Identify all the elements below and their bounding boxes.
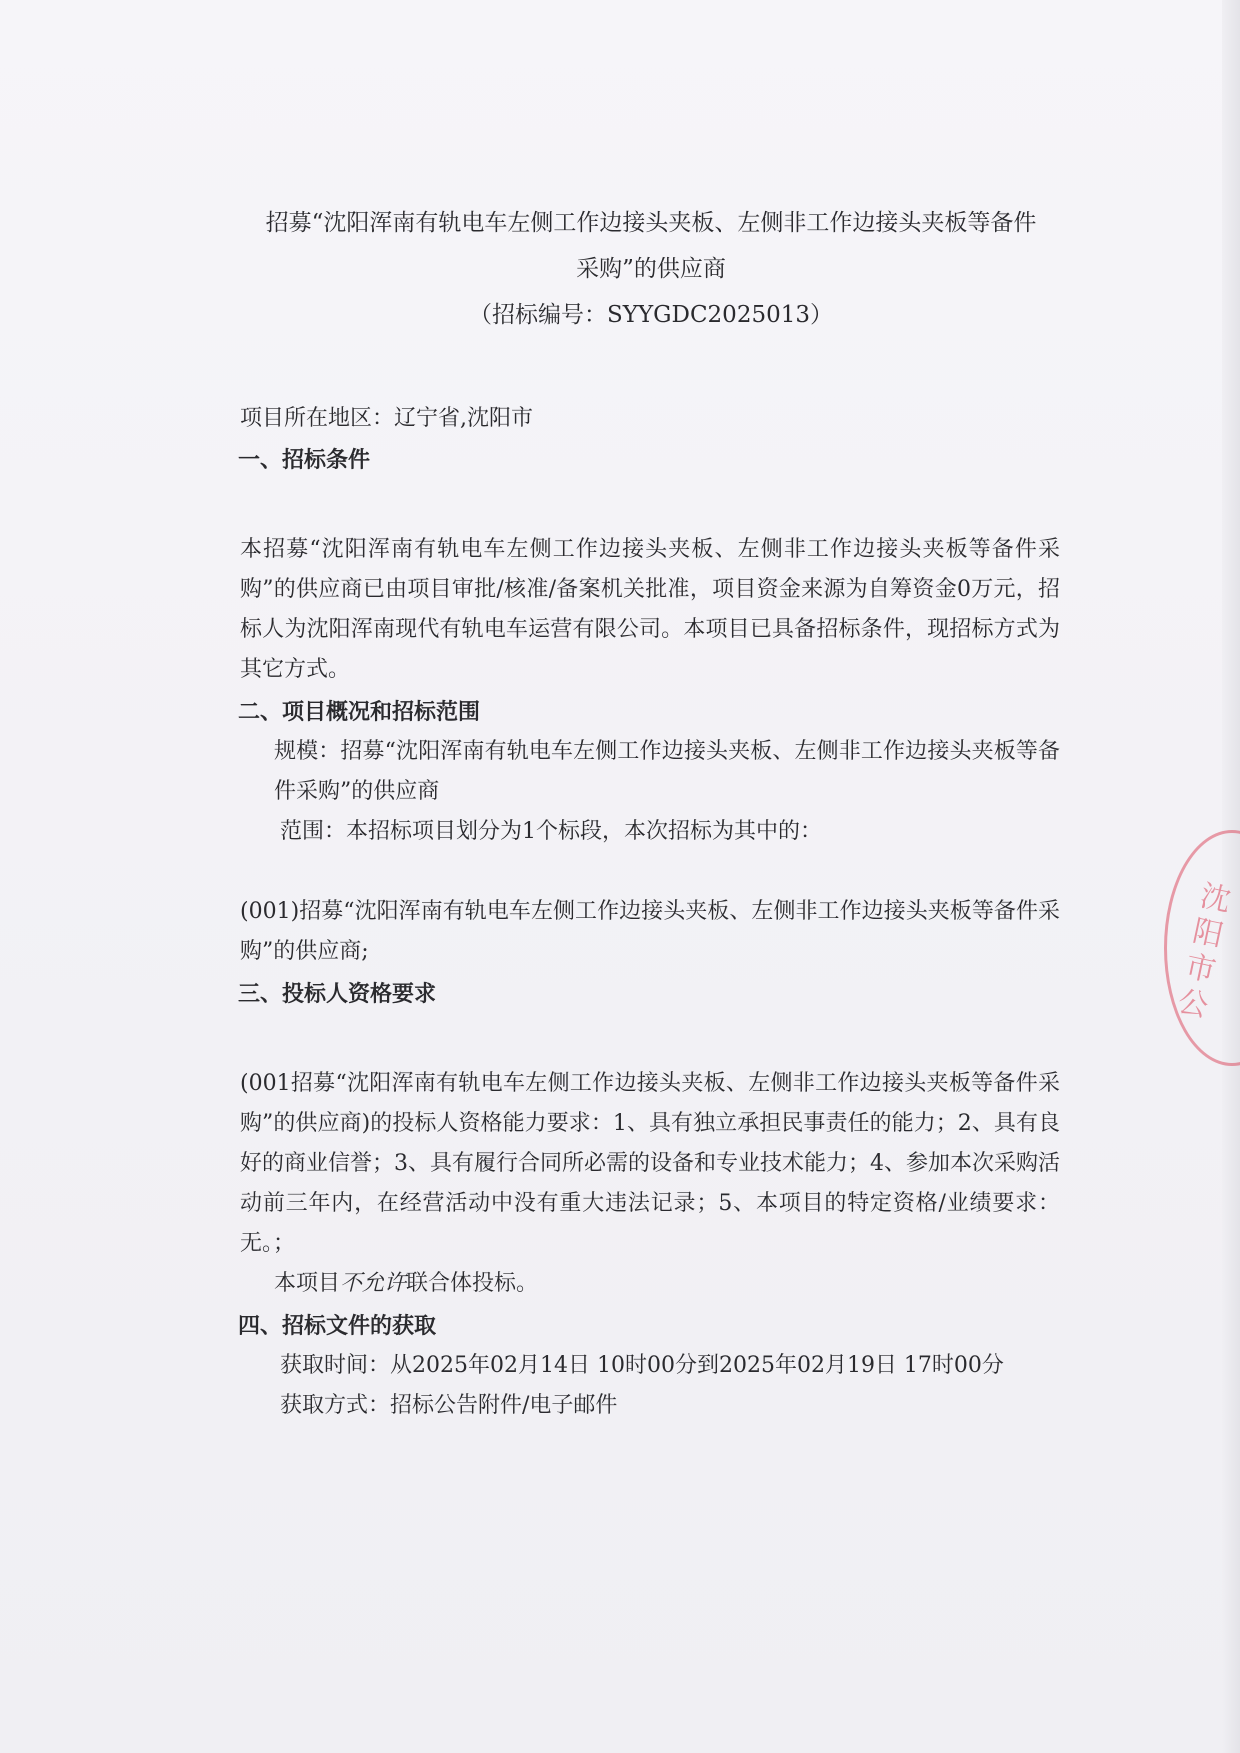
- project-region: 项目所在地区：辽宁省,沈阳市: [240, 406, 533, 431]
- qualification-requirements: (001招募“沈阳浑南有轨电车左侧工作边接头夹板、左侧非工作边接头夹板等备件采购”的供应商)的投标人资格能力要求：1、具有独立承担民事责任的能力；2、具有良好的商业信誉；3、具有履行合同所必需的设备和专业技术能力；4、参加本次采购活动前三年内，在经营活动中没有重大违法记录；5、本项目的特定资格/业绩要求：无。；: [240, 1071, 1060, 1256]
- project-scale: 规模：招募“沈阳浑南有轨电车左侧工作边接头夹板、左侧非工作边接头夹板等备件采购”的供应商: [274, 739, 1060, 804]
- title-line-1: 招募“沈阳浑南有轨电车左侧工作边接头夹板、左侧非工作边接头夹板等备件: [265, 210, 1037, 236]
- section-heading-1: 一、招标条件: [238, 448, 371, 473]
- consortium-note: 本项目不允许联合体投标。: [274, 1271, 539, 1296]
- section-heading-2: 二、项目概况和招标范围: [238, 700, 481, 725]
- project-scope: 范围：本招标项目划分为1个标段，本次招标为其中的：: [280, 819, 822, 844]
- acquisition-time: 获取时间：从2025年02月14日 10时00分到2025年02月19日 17时00分: [280, 1353, 1004, 1378]
- lot-item: (001)招募“沈阳浑南有轨电车左侧工作边接头夹板、左侧非工作边接头夹板等备件采购”的供应商;: [240, 899, 1060, 964]
- acquisition-method: 获取方式：招标公告附件/电子邮件: [280, 1393, 618, 1418]
- document-body: [240, 200, 1060, 1426]
- tender-number: （招标编号：SYYGDC2025013）: [469, 302, 833, 328]
- section-heading-4: 四、招标文件的获取: [238, 1314, 437, 1339]
- title-line-2: 采购”的供应商: [576, 256, 726, 282]
- section-1-body: 本招募“沈阳浑南有轨电车左侧工作边接头夹板、左侧非工作边接头夹板等备件采购”的供应商已由项目审批/核准/备案机关批准，项目资金来源为自筹资金0万元，招标人为沈阳浑南现代有轨电车运营有限公司。本项目已具备招标条件，现招标方式为其它方式。: [240, 537, 1060, 682]
- consortium-emphasis: 不允许: [340, 1271, 407, 1296]
- section-heading-3: 三、投标人资格要求: [238, 982, 437, 1007]
- document-title: [230, 200, 1072, 338]
- official-seal-stamp: [1164, 830, 1240, 1066]
- seal-text: 沈阳市公: [1174, 878, 1234, 1025]
